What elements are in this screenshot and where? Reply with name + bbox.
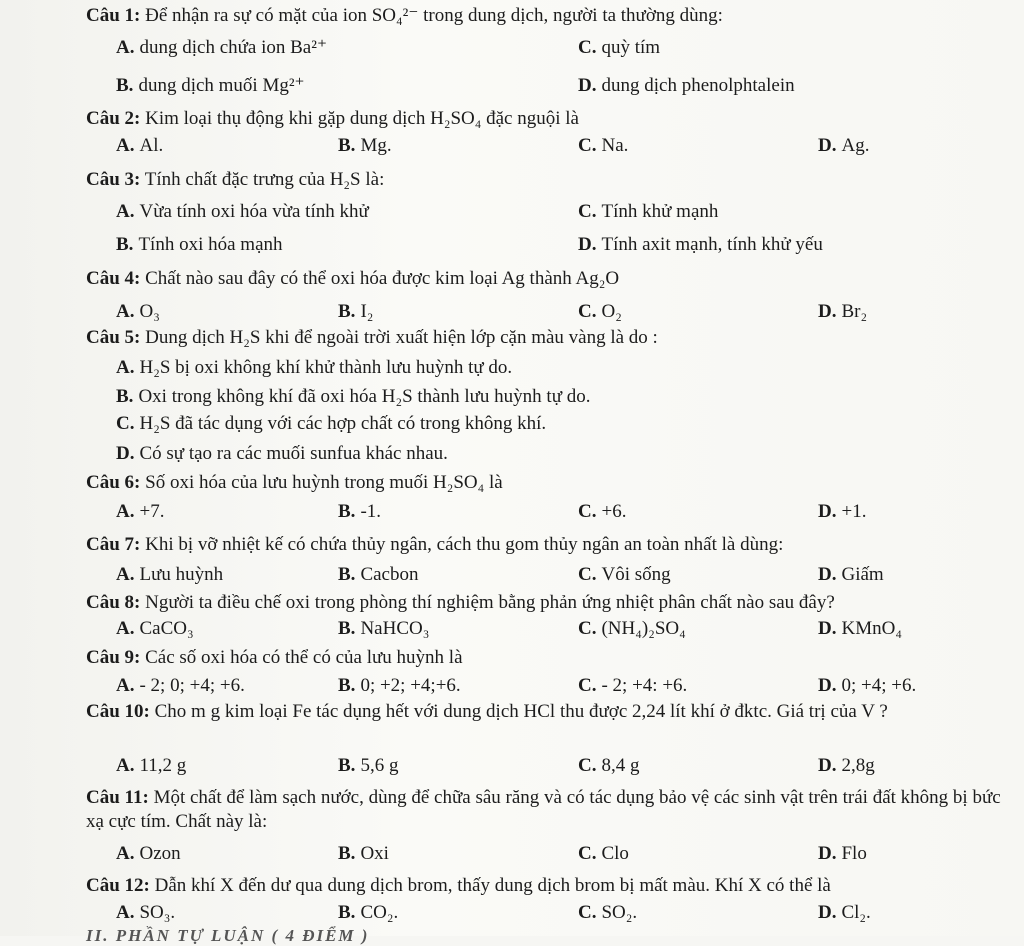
option-9C[interactable]: C. - 2; +4: +6.: [578, 675, 688, 696]
question-stem: Cho m g kim loại Fe tác dụng hết với dung dịch HCl thu được 2,24 lít khí ở đktc. Giá trị của V ?: [154, 701, 888, 722]
option-9B[interactable]: B. 0; +2; +4;+6.: [338, 675, 461, 696]
option-4B[interactable]: B. I₂: [338, 301, 374, 322]
option-8C[interactable]: C. (NH₄)₂SO₄: [578, 618, 686, 639]
question-11: [86, 786, 1006, 834]
question-number: Câu 7:: [86, 534, 141, 555]
question-stem: Dẫn khí X đến dư qua dung dịch brom, thấy dung dịch brom bị mất màu. Khí X có thể là: [154, 875, 831, 896]
option-4A[interactable]: A. O₃: [116, 301, 160, 322]
question-stem: Chất nào sau đây có thể oxi hóa được kim loại Ag thành Ag₂O: [145, 268, 620, 289]
question-number: Câu 10:: [86, 701, 150, 722]
question-6: [86, 471, 503, 495]
question-stem: Khi bị vỡ nhiệt kế có chứa thủy ngân, cách thu gom thủy ngân an toàn nhất là dùng:: [145, 534, 784, 555]
question-number: Câu 2:: [86, 108, 141, 129]
option-3D[interactable]: D. Tính axit mạnh, tính khử yếu: [578, 234, 823, 255]
question-8: [86, 591, 835, 615]
option-8D[interactable]: D. KMnO₄: [818, 618, 902, 639]
option-1C[interactable]: C. quỳ tím: [578, 37, 661, 58]
question-9: [86, 646, 463, 670]
option-9A[interactable]: A. - 2; 0; +4; +6.: [116, 675, 245, 696]
option-3B[interactable]: B. Tính oxi hóa mạnh: [116, 234, 283, 255]
question-number: Câu 9:: [86, 647, 141, 668]
option-11B[interactable]: B. Oxi: [338, 843, 389, 864]
option-11D[interactable]: D. Flo: [818, 843, 867, 864]
option-5D[interactable]: D. Có sự tạo ra các muối sunfua khác nhau.: [116, 443, 448, 464]
question-stem: Dung dịch H₂S khi để ngoài trời xuất hiện lớp cặn màu vàng là do :: [145, 327, 658, 348]
question-stem: Người ta điều chế oxi trong phòng thí nghiệm bằng phản ứng nhiệt phân chất nào sau đây?: [145, 592, 835, 613]
question-4: [86, 267, 619, 291]
question-stem: Một chất để làm sạch nước, dùng để chữa sâu răng và có tác dụng bảo vệ các sinh vật trên trái đất không bị bức xạ cực tím. Chất này là:: [86, 787, 1001, 832]
question-number: Câu 6:: [86, 472, 141, 493]
question-number: Câu 8:: [86, 592, 141, 613]
option-10A[interactable]: A. 11,2 g: [116, 755, 187, 776]
option-6C[interactable]: C. +6.: [578, 501, 627, 522]
question-number: Câu 5:: [86, 327, 141, 348]
option-11A[interactable]: A. Ozon: [116, 843, 181, 864]
option-5C[interactable]: C. H₂S đã tác dụng với các hợp chất có trong không khí.: [116, 413, 547, 434]
option-8A[interactable]: A. CaCO₃: [116, 618, 194, 639]
question-3: [86, 168, 384, 192]
option-10B[interactable]: B. 5,6 g: [338, 755, 399, 776]
option-4C[interactable]: C. O₂: [578, 301, 622, 322]
option-6B[interactable]: B. -1.: [338, 501, 382, 522]
option-8B[interactable]: B. NaHCO₃: [338, 618, 430, 639]
question-number: Câu 11:: [86, 787, 149, 808]
question-1: [86, 4, 723, 28]
option-3A[interactable]: A. Vừa tính oxi hóa vừa tính khử: [116, 201, 369, 222]
option-1A[interactable]: A. dung dịch chứa ion Ba²⁺: [116, 37, 327, 58]
option-7D[interactable]: D. Giấm: [818, 564, 884, 585]
option-1B[interactable]: B. dung dịch muối Mg²⁺: [116, 75, 305, 96]
option-1D[interactable]: D. dung dịch phenolphtalein: [578, 75, 795, 96]
option-5A[interactable]: A. H₂S bị oxi không khí khử thành lưu huỳnh tự do.: [116, 357, 513, 378]
question-5: [86, 326, 658, 350]
option-4D[interactable]: D. Br₂: [818, 301, 868, 322]
option-7A[interactable]: A. Lưu huỳnh: [116, 564, 224, 585]
question-2: [86, 107, 579, 131]
question-number: Câu 4:: [86, 268, 141, 289]
question-stem: Số oxi hóa của lưu huỳnh trong muối H₂SO₄ là: [145, 472, 503, 493]
option-5B[interactable]: B. Oxi trong không khí đã oxi hóa H₂S thành lưu huỳnh tự do.: [116, 386, 591, 407]
question-stem: Kim loại thụ động khi gặp dung dịch H₂SO₄ đặc nguội là: [145, 108, 579, 129]
question-number: Câu 3:: [86, 169, 141, 190]
option-2B[interactable]: B. Mg.: [338, 135, 392, 156]
option-12D[interactable]: D. Cl₂.: [818, 902, 871, 923]
option-6D[interactable]: D. +1.: [818, 501, 867, 522]
option-12B[interactable]: B. CO₂.: [338, 902, 399, 923]
question-number: Câu 1:: [86, 5, 141, 26]
option-10D[interactable]: D. 2,8g: [818, 755, 875, 776]
question-stem: Tính chất đặc trưng của H₂S là:: [144, 169, 385, 190]
option-12C[interactable]: C. SO₂.: [578, 902, 638, 923]
option-9D[interactable]: D. 0; +4; +6.: [818, 675, 917, 696]
option-2A[interactable]: A. Al.: [116, 135, 164, 156]
question-stem: Để nhận ra sự có mặt của ion SO₄²⁻ trong dung dịch, người ta thường dùng:: [145, 5, 723, 26]
option-11C[interactable]: C. Clo: [578, 843, 629, 864]
question-stem: Các số oxi hóa có thể có của lưu huỳnh là: [145, 647, 463, 668]
option-7B[interactable]: B. Cacbon: [338, 564, 419, 585]
question-number: Câu 12:: [86, 875, 150, 896]
option-7C[interactable]: C. Vôi sống: [578, 564, 671, 585]
option-2C[interactable]: C. Na.: [578, 135, 629, 156]
question-10: [86, 700, 1006, 724]
question-12: [86, 874, 831, 898]
option-12A[interactable]: A. SO₃.: [116, 902, 176, 923]
option-10C[interactable]: C. 8,4 g: [578, 755, 640, 776]
section-heading-cut-off: II. PHẦN TỰ LUẬN ( 4 ĐIỂM ): [86, 926, 370, 945]
question-7: [86, 533, 783, 557]
option-2D[interactable]: D. Ag.: [818, 135, 870, 156]
option-6A[interactable]: A. +7.: [116, 501, 165, 522]
option-3C[interactable]: C. Tính khử mạnh: [578, 201, 719, 222]
